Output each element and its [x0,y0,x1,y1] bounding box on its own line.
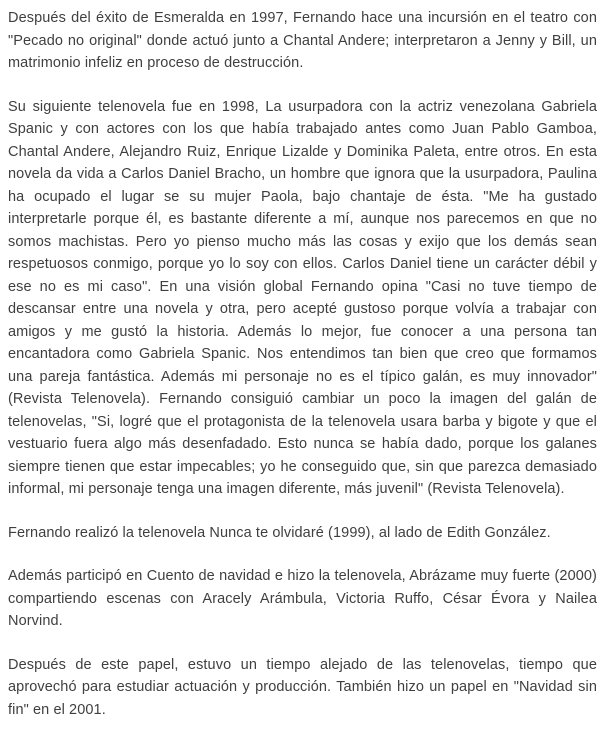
paragraph-la-usurpadora: Su siguiente telenovela fue en 1998, La usurpadora con la actriz venezolana Gabriela Spanic y con actores con los que había trabajado antes como Juan Pablo Gamboa, Chantal Andere, Alejandro Ruiz, Enrique Lizalde y Dominika Paleta, entre otros. En esta novela da vida a Carlos Daniel Bracho, un hombre que ignora que la usurpadora, Paulina ha ocupado el lugar se su mujer Paola, bajo chantaje de ésta. "Me ha gustado interpretarle porque él, es bastante diferente a mí, aunque nos parecemos en que no somos machistas. Pero yo pienso mucho más las cosas y exijo que los demás sean respetuosos conmigo, porque yo lo soy con ellos. Carlos Daniel tiene un carácter débil y ese no es mi caso". En una visión global Fernando opina "Casi no tuve tiempo de descansar entre una novela y otra, pero acepté gustoso porque volvía a trabajar con amigos y me gustó la historia. Además lo mejor, fue conocer a una persona tan encantadora como Gabriela Spanic. Nos entendimos tan bien que creo que formamos una pareja fantástica. Además mi personaje no es el típico galán, es muy innovador" (Revista Telenovela). Fernando consiguió cambiar un poco la imagen del galán de telenovelas, "Si, logré que el protagonista de la telenovela usara barba y bigote y que el vestuario fuera algo más desenfadado. Esto nunca se había dado, porque los galanes siempre tienen que estar impecables; yo he conseguido que, sin que parezca demasiado informal, mi personaje tenga una imagen diferente, más juvenil" (Revista Telenovela). [8,98,597,497]
paragraph-nunca-te-olvidare: Fernando realizó la telenovela Nunca te olvidaré (1999), al lado de Edith González. [8,524,551,541]
paragraph-abrazame-muy-fuerte: Además participó en Cuento de navidad e hizo la telenovela, Abrázame muy fuerte (2000) compartiendo escenas con Aracely Arámbula, Victoria Ruffo, César Évora y Nailea Norvind. [8,568,597,629]
paragraph-navidad-sin-fin: Después de este papel, estuvo un tiempo alejado de las telenovelas, tiempo que aprovechó para estudiar actuación y producción. También hizo un papel en "Navidad sin fin" en el 2001. [8,656,597,718]
paragraph-teatro: Después del éxito de Esmeralda en 1997, Fernando hace una incursión en el teatro con "Pecado no original" donde actuó junto a Chantal Andere; interpretaron a Jenny y Bill, un matrimonio infeliz en proceso de destrucción. [8,10,597,71]
